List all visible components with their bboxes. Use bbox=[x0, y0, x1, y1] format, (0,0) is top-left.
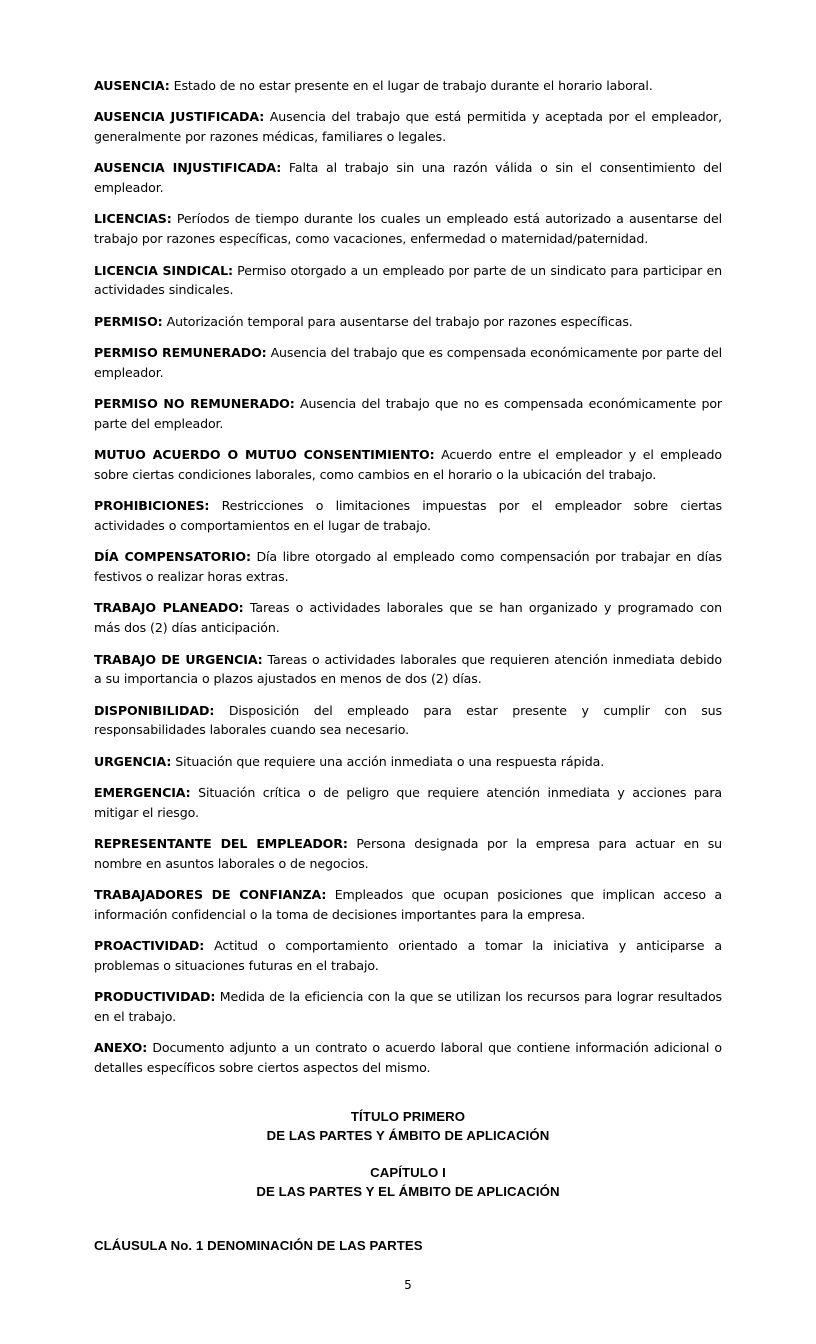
definition-term: ANEXO: bbox=[94, 1040, 148, 1056]
definition-term: EMERGENCIA: bbox=[94, 785, 191, 801]
definition-term: LICENCIA SINDICAL: bbox=[94, 262, 233, 278]
definition-item bbox=[94, 312, 722, 332]
definition-body: Medida de la eficiencia con la que se utilizan los recursos para lograr resultados en el trabajo. bbox=[94, 989, 722, 1025]
definition-term: PERMISO: bbox=[94, 313, 163, 329]
definition-body: Situación que requiere una acción inmediata o una respuesta rápida. bbox=[171, 753, 605, 769]
page-content bbox=[94, 76, 722, 1255]
definition-item bbox=[94, 783, 722, 823]
definition-item bbox=[94, 598, 722, 638]
definition-item bbox=[94, 209, 722, 249]
definition-term: PROACTIVIDAD: bbox=[94, 938, 205, 954]
definition-body: Día libre otorgado al empleado como compensación por trabajar en días festivos o realizar horas extras. bbox=[94, 549, 723, 585]
definition-item bbox=[94, 445, 722, 485]
definition-body: Documento adjunto a un contrato o acuerdo laboral que contiene información adicional o detalles específicos sobre ciertos aspectos del mismo. bbox=[94, 1040, 722, 1076]
title-heading-line-1: TÍTULO PRIMERO bbox=[350, 1109, 466, 1125]
definition-term: TRABAJO PLANEADO: bbox=[94, 600, 244, 616]
definition-body: Ausencia del trabajo que está permitida y aceptada por el empleador, generalmente por razones médicas, familiares o legales. bbox=[94, 109, 723, 145]
definition-term: LICENCIAS: bbox=[94, 211, 172, 227]
definition-item bbox=[94, 885, 722, 925]
definition-term: DISPONIBILIDAD: bbox=[94, 702, 215, 718]
definition-term: PROHIBICIONES: bbox=[94, 498, 210, 514]
definition-item bbox=[94, 261, 722, 301]
definition-body: Tareas o actividades laborales que se han organizado y programado con más dos (2) días anticipación. bbox=[94, 600, 722, 636]
definitions-list bbox=[94, 76, 722, 1078]
chapter-heading-block bbox=[94, 1164, 722, 1201]
definition-item bbox=[94, 650, 722, 690]
definition-body: Empleados que ocupan posiciones que implican acceso a información confidencial o la toma de decisiones importantes para la empresa. bbox=[94, 887, 722, 922]
definition-body: Persona designada por la empresa para actuar en su nombre en asuntos laborales o de negocios. bbox=[94, 836, 723, 871]
definition-item bbox=[94, 547, 722, 587]
definition-item bbox=[94, 158, 722, 198]
clause-heading: CLÁUSULA No. 1 DENOMINACIÓN DE LAS PARTES bbox=[94, 1238, 423, 1254]
definition-body: Disposición del empleado para estar presente y cumplir con sus responsabilidades laborales cuando sea necesario. bbox=[94, 702, 722, 738]
definition-body: Falta al trabajo sin una razón válida o sin el consentimiento del empleador. bbox=[94, 160, 722, 196]
definition-term: URGENCIA: bbox=[94, 753, 172, 769]
definition-item bbox=[94, 107, 722, 147]
title-heading-block bbox=[94, 1108, 722, 1145]
chapter-heading-line-2: DE LAS PARTES Y EL ÁMBITO DE APLICACIÓN bbox=[256, 1183, 560, 1199]
definition-term: DÍA COMPENSATORIO: bbox=[94, 549, 251, 565]
definition-body: Situación crítica o de peligro que requiere atención inmediata y acciones para mitigar el riesgo. bbox=[94, 785, 722, 820]
definition-item bbox=[94, 834, 722, 874]
definition-term: PRODUCTIVIDAD: bbox=[94, 989, 216, 1005]
definition-item bbox=[94, 394, 722, 434]
definition-body: Ausencia del trabajo que no es compensada económicamente por parte del empleador. bbox=[94, 396, 722, 431]
definition-item bbox=[94, 76, 722, 96]
title-heading-line-2: DE LAS PARTES Y ÁMBITO DE APLICACIÓN bbox=[266, 1127, 550, 1143]
definition-term: PERMISO NO REMUNERADO: bbox=[94, 396, 295, 412]
definition-item bbox=[94, 1038, 722, 1078]
page-number: 5 bbox=[404, 1278, 412, 1292]
definition-body: Estado de no estar presente en el lugar de trabajo durante el horario laboral. bbox=[169, 78, 653, 93]
definition-term: TRABAJO DE URGENCIA: bbox=[94, 651, 263, 667]
section-headings bbox=[94, 1108, 722, 1201]
definition-item bbox=[94, 987, 722, 1027]
definition-term: REPRESENTANTE DEL EMPLEADOR: bbox=[94, 836, 348, 852]
definition-term: MUTUO ACUERDO O MUTUO CONSENTIMIENTO: bbox=[94, 447, 435, 463]
definition-body: Restricciones o limitaciones impuestas por el empleador sobre ciertas actividades o comportamientos en el lugar de trabajo. bbox=[94, 498, 722, 534]
definition-item bbox=[94, 701, 722, 741]
definition-item bbox=[94, 343, 722, 383]
definition-body: Autorización temporal para ausentarse del trabajo por razones específicas. bbox=[162, 313, 633, 329]
definition-body: Actitud o comportamiento orientado a tomar la iniciativa y anticiparse a problemas o situaciones futuras en el trabajo. bbox=[94, 938, 722, 974]
definition-body: Tareas o actividades laborales que requieren atención inmediata debido a su importancia o plazos ajustados en menos de dos (2) días. bbox=[94, 651, 722, 687]
definition-term: AUSENCIA: bbox=[94, 78, 170, 93]
definition-body: Períodos de tiempo durante los cuales un empleado está autorizado a ausentarse del trabajo por razones específicas, como vacaciones, enfermedad o maternidad/paternidad. bbox=[94, 211, 722, 247]
chapter-heading-line-1: CAPÍTULO I bbox=[370, 1165, 446, 1181]
definition-body: Acuerdo entre el empleador y el empleado sobre ciertas condiciones laborales, como cambios en el horario o la ubicación del trabajo. bbox=[94, 447, 722, 482]
definition-term: PERMISO REMUNERADO: bbox=[94, 344, 267, 360]
definition-item bbox=[94, 496, 722, 536]
definition-term: AUSENCIA INJUSTIFICADA: bbox=[94, 160, 282, 176]
definition-item bbox=[94, 752, 722, 772]
definition-term: TRABAJADORES DE CONFIANZA: bbox=[94, 887, 327, 903]
definition-body: Permiso otorgado a un empleado por parte de un sindicato para participar en actividades sindicales. bbox=[94, 262, 722, 298]
definition-body: Ausencia del trabajo que es compensada económicamente por parte del empleador. bbox=[94, 344, 722, 380]
definition-item bbox=[94, 936, 722, 976]
definition-term: AUSENCIA JUSTIFICADA: bbox=[94, 109, 265, 125]
